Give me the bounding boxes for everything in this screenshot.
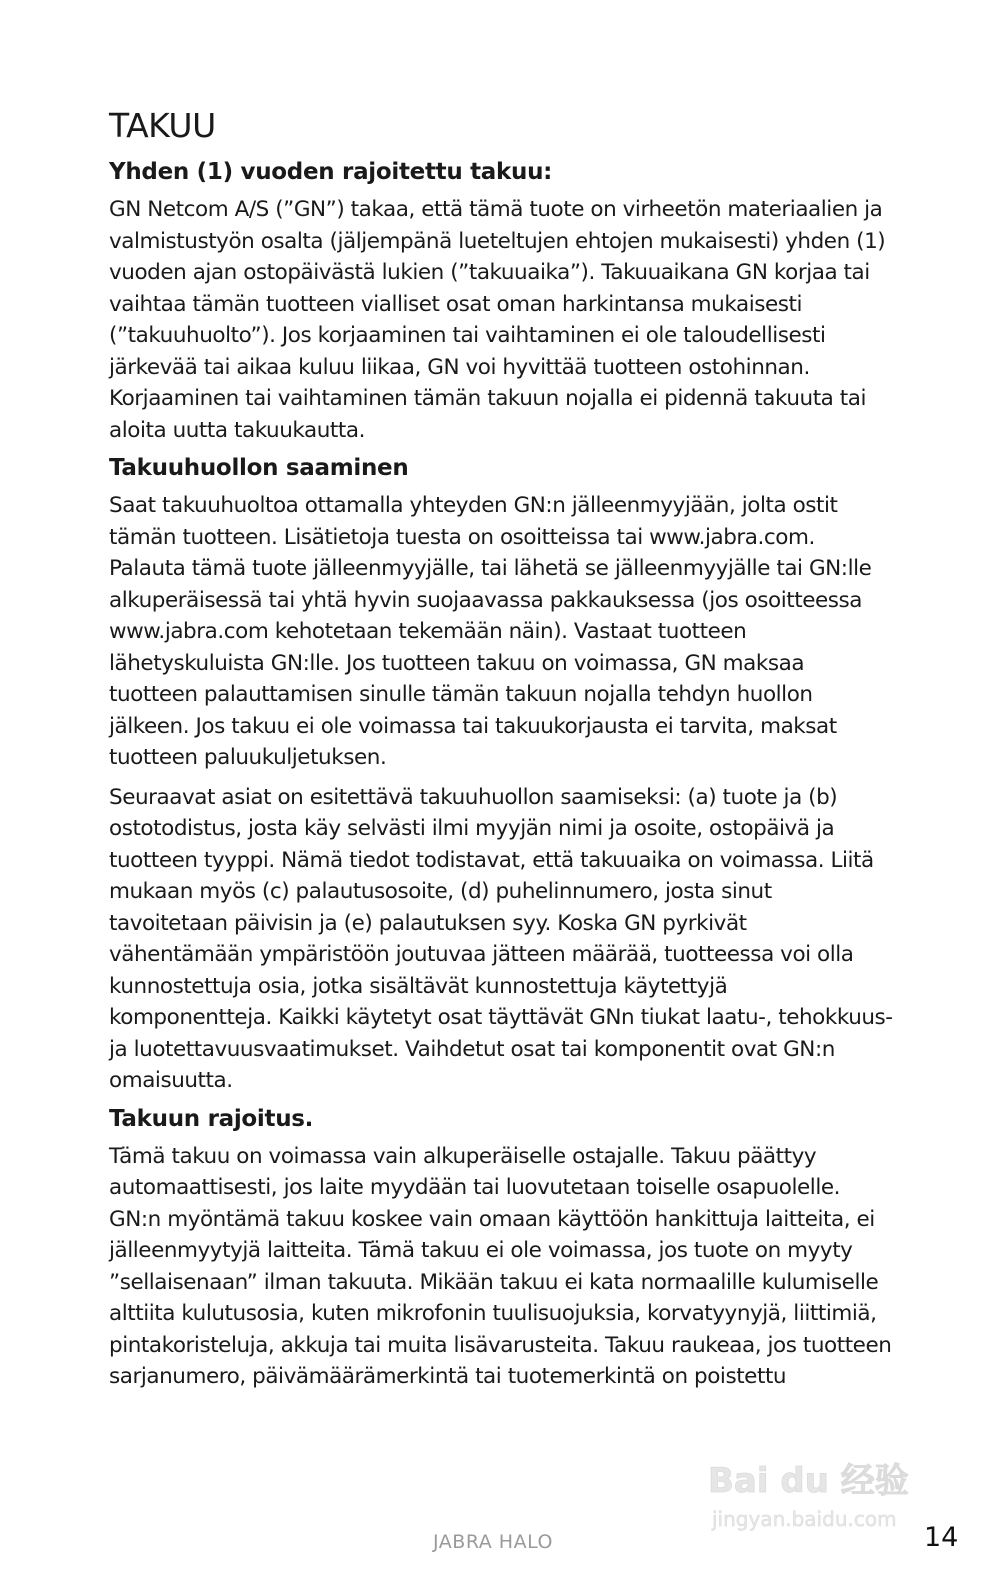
- paragraph-limitation: Tämä takuu on voimassa vain alkuperäiselle ostajalle. Takuu päättyy automaattisesti, jos laite myydään tai luovutetaan toiselle osapuolelle. GN:n myöntämä takuu koskee vain omaan käyttöön hankittuja laitteita, ei jälleenmyytyjä laitteita. Tämä takuu ei ole voimassa, jos tuote on myyty ”sellaisenaan” ilman takuuta. Mikään takuu ei kata normaalille kulumiselle alttiita kulutusosia, kuten mikrofonin tuulisuojuksia, korvatyynyjä, liittimiä, pintakoristeluja, akkuja tai muita lisävarusteita. Takuu raukeaa, jos tuotteen sarjanumero, päivämäärämerkintä tai tuotemerkintä on poistettu: [109, 1143, 892, 1389]
- svg-text:Bai du 经验: Bai du 经验: [708, 1461, 909, 1501]
- document-page: [109, 106, 895, 1401]
- footer-product-name: JABRA HALO: [433, 1531, 553, 1553]
- section-heading-limitation: Takuun rajoitus.: [109, 1105, 314, 1132]
- baidu-watermark-logo: [702, 1448, 922, 1538]
- page-number: 14: [924, 1522, 959, 1553]
- page-title: TAKUU: [109, 106, 216, 145]
- paragraph-warranty: GN Netcom A/S (”GN”) takaa, että tämä tuote on virheetön materiaalien ja valmistustyön osalta (jäljempänä lueteltujen ehtojen mukaisesti) yhden (1) vuoden ajan ostopäivästä lukien (”takuuaika”). Takuuaikana GN korjaa tai vaihtaa tämän tuotteen vialliset osat oman harkintansa mukaisesti (”takuuhuolto”). Jos korjaaminen tai vaihtaminen ei ole taloudellisesti järkevää tai aikaa kuluu liikaa, GN voi hyvittää tuotteen ostohinnan. Korjaaminen tai vaihtaminen tämän takuun nojalla ei pidennä takuuta tai aloita uutta takuukautta.: [109, 197, 886, 443]
- paragraph-service-2: Seuraavat asiat on esitettävä takuuhuollon saamiseksi: (a) tuote ja (b) ostotodistus, josta käy selvästi ilmi myyjän nimi ja osoite, ostopäivä ja tuotteen tyyppi. Nämä tiedot todistavat, että takuuaika on voimassa. Liitä mukaan myös (c) palautusosoite, (d) puhelinnumero, josta sinut tavoitetaan päivisin ja (e) palautuksen syy. Koska GN pyrkivät vähentämään ympäristöön joutuvaa jätteen määrää, tuotteessa voi olla kunnostettuja osia, jotka sisältävät kunnostettuja käytettyjä komponentteja. Kaikki käytetyt osat täyttävät GNn tiukat laatu-, tehokkuus- ja luotettavuusvaatimukset. Vaihdetut osat tai komponentit ovat GN:n omaisuutta.: [109, 784, 893, 1093]
- svg-text:jingyan.baidu.com: jingyan.baidu.com: [712, 1507, 897, 1531]
- paragraph-service-1: Saat takuuhuoltoa ottamalla yhteyden GN:n jälleenmyyjään, jolta ostit tämän tuotteen. Lisätietoja tuesta on osoitteissa tai www.jabra.com. Palauta tämä tuote jälleenmyyjälle, tai lähetä se jälleenmyyjälle tai GN:lle alkuperäisessä tai yhtä hyvin suojaavassa pakkauksessa (jos osoitteessa www.jabra.com kehotetaan tekemään näin). Vastaat tuotteen lähetyskuluista GN:lle. Jos tuotteen takuu on voimassa, GN maksaa tuotteen palauttamisen sinulle tämän takuun nojalla tehdyn huollon jälkeen. Jos takuu ei ole voimassa tai takuukorjausta ei tarvita, maksat tuotteen paluukuljetuksen.: [109, 493, 872, 770]
- section-heading-warranty: Yhden (1) vuoden rajoitettu takuu:: [109, 159, 553, 185]
- section-heading-service: Takuuhuollon saaminen: [109, 455, 409, 481]
